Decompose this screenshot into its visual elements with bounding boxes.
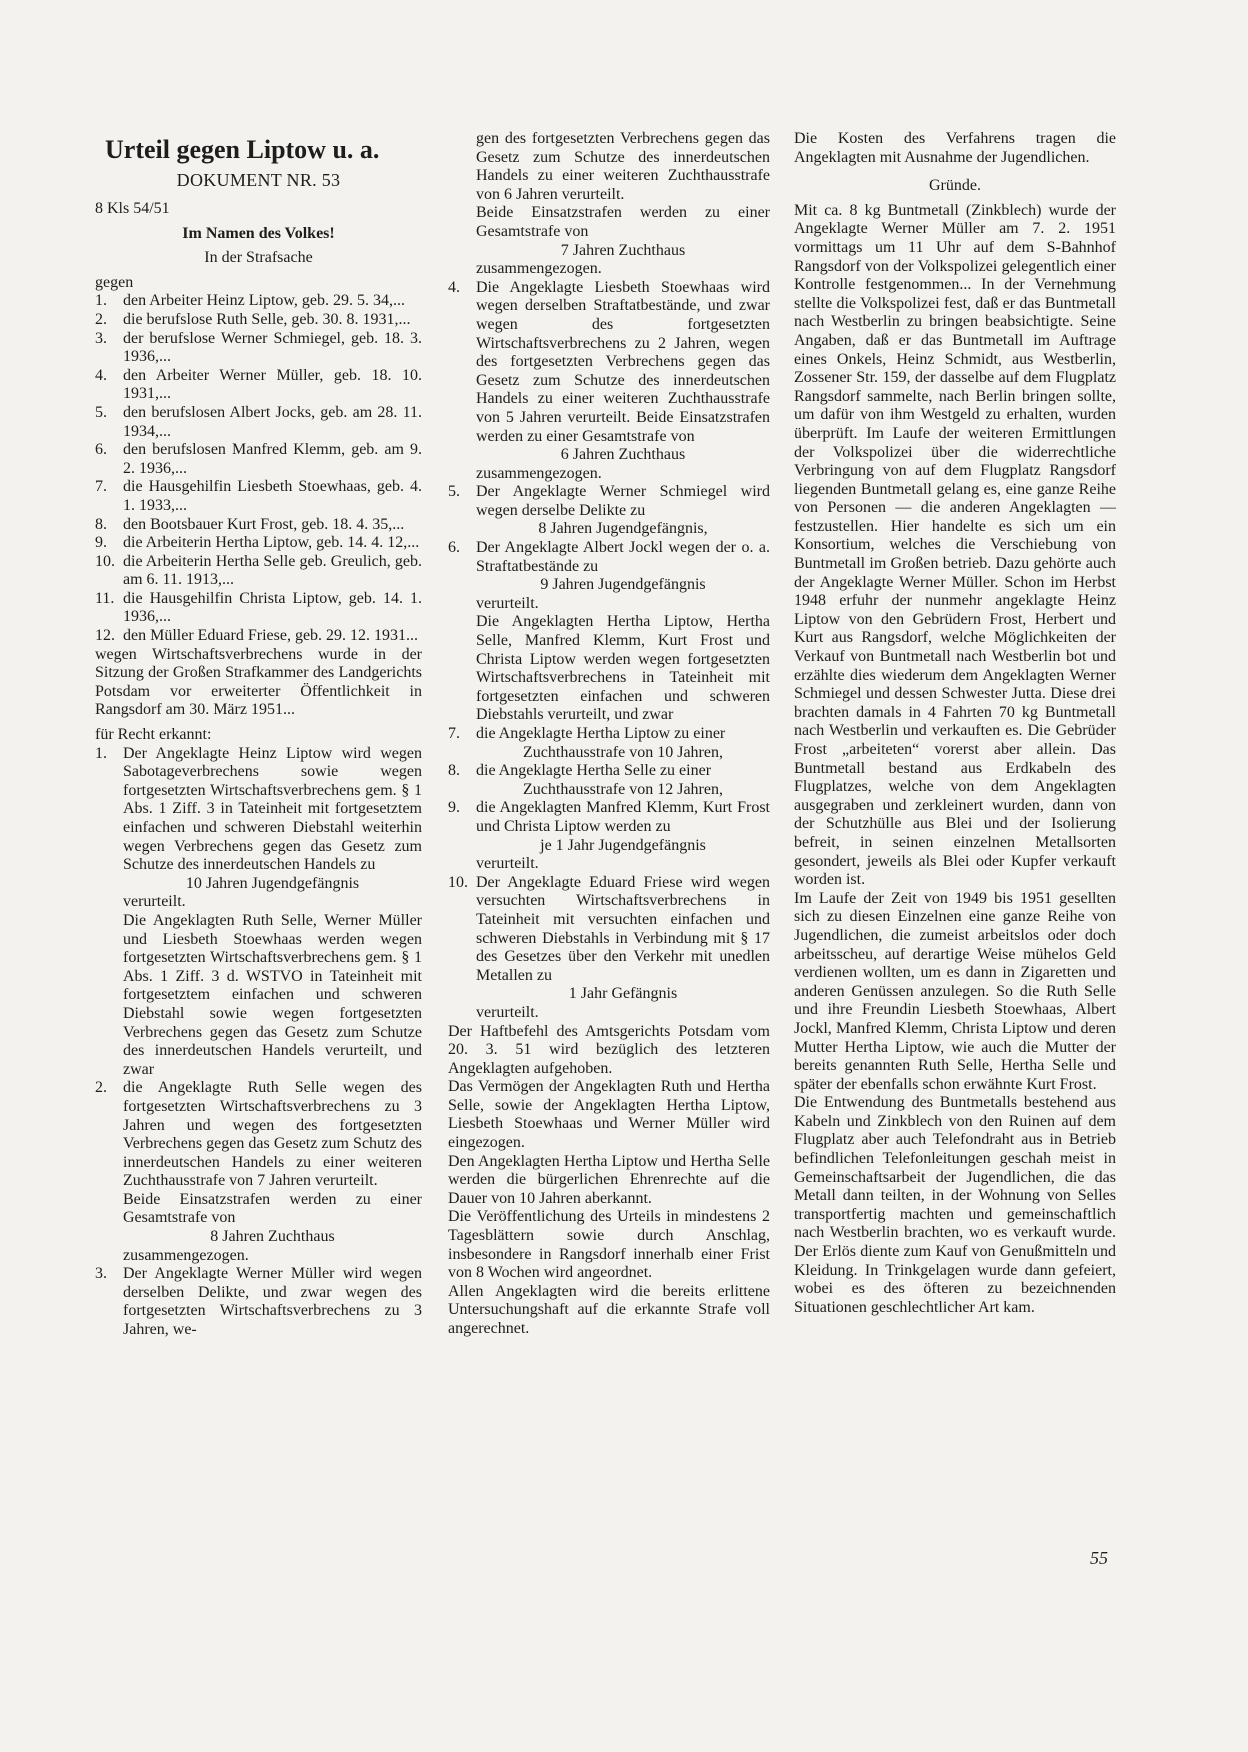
body-paragraph: Die Entwendung des Buntmetalls bestehend aus Kabeln und Zinkblech von den Ruinen auf dem Flugplatz aber auch Telefondraht aus in Betrieb befindlichen Telefonleitungen geschah meist in Gemeinschaftsarbeit der Jugendlichen, die das Metall dann teilten, in der Wohnung von Selles transportfertig machten und gemeinschaftlich nach Westberlin brachten, wo es verkauft wurde. Der Erlös diente zum Kauf von Genußmitteln und Kleidung. In Trinkgelagen wurde dann gefeiert, wobei es des öfteren zu bezeichnenden Situationen geschlechtlicher Art kam. — [794, 1094, 1116, 1316]
item-number: 7. — [448, 725, 460, 742]
verdict-text: Der Angeklagte Eduard Friese wird wegen versuchten Wirtschaftsverbrechens in Tateinheit mit versuchten einfachen und schweren Diebstahls in Verbindung mit § 17 des Gesetzes über den Verkehr mit unedlen Metallen zu — [476, 873, 770, 984]
page-title: Urteil gegen Liptow u. a. — [105, 135, 380, 164]
body-paragraph: Das Vermögen der Angeklagten Ruth und Hertha Selle, sowie der Angeklagten Hertha Liptow, Liesbeth Stoewhaas und Werner Müller wird eingezogen. — [448, 1078, 770, 1152]
list-item — [95, 330, 422, 367]
item-number: 9. — [448, 799, 460, 817]
verdict-text: die Angeklagte Hertha Selle zu einer — [476, 762, 712, 780]
body-paragraph: Den Angeklagten Hertha Liptow und Hertha Selle werden die bürgerlichen Ehrenrechte auf die Dauer von 10 Jahren aberkannt. — [448, 1152, 770, 1207]
item-number: 2. — [95, 310, 107, 328]
verdict-text: die Angeklagten Manfred Klemm, Kurt Frost und Christa Liptow werden zu — [476, 799, 770, 835]
verdict-item-9 — [448, 799, 770, 873]
item-number: 10. — [95, 552, 115, 570]
list-item — [95, 404, 422, 441]
item-text: den Bootsbauer Kurt Frost, geb. 18. 4. 35,... — [123, 515, 405, 533]
verdict-item-6 — [448, 539, 770, 725]
verdict-item-3 — [95, 1265, 422, 1339]
item-number: 2. — [95, 1079, 107, 1097]
sentence-text: 8 Jahren Jugendgefängnis, — [538, 520, 708, 538]
sentence-text: Zuchthausstrafe von 10 Jahren, — [523, 743, 723, 761]
verdict-text: Die Angeklagten Ruth Selle, Werner Müller und Liesbeth Stoewhaas werden wegen fortgesetzten Wirtschaftsverbrechens gem. § 1 Abs. 1 Ziff. 3 d. WSTVO in Tateinheit mit fortgesetztem einfachen und schweren Diebstahl sowie wegen fortgesetzten Verbrechens gegen das Gesetz zum Schutze des innerdeutschen Handels verurteilt, und zwar — [123, 911, 422, 1078]
body-paragraph: Mit ca. 8 kg Buntmetall (Zinkblech) wurde der Angeklagte Werner Müller am 7. 2. 1951 vormittags um 11 Uhr auf dem S-Bahnhof Rangsdorf von der Volkspolizei gelegentlich einer Kontrolle festgenommen... In der Vernehmung stellte die Volkspolizei fest, daß er das Buntmetall nach Westberlin zu bringen beabsichtigte. Seine Angaben, daß er das Buntmetall im Auftrage eines Onkels, Heinz Schmidt, aus Westberlin, Zossener Str. 159, der dasselbe auf dem Flugplatz Rangsdorf sammelte, nach Berlin bringen sollte, um dafür von ihm Westgeld zu erhalten, wurden überprüft. Im Laufe der weiteren Ermittlungen der Volkspolizei über die widerrechtliche Verbringung von auf dem Flugplatz Rangsdorf liegenden Buntmetall gelang es, eine ganze Reihe von Personen — die anderen Angeklagten — festzustellen. Hier handelte es sich um ein Konsortium, welches die Verschiebung von Buntmetall im Großen betrieb. Dazu gehörte auch der Angeklagte Werner Müller. Schon im Herbst 1948 erfuhr der nunmehr angeklagte Heinz Liptow von den Gebrüdern Frost, Herbert und Kurt aus Rangsdorf, welche Möglichkeiten der Verkauf von Buntmetall nach Westberlin bot und erzählte dies wiederum dem Angeklagten Werner Schmiegel und dessen Schwester Jutta. Diese drei brachten damals in 4 Fahrten 70 kg Buntmetall nach Westberlin und verkauften es. Die Gebrüder Frost „arbeiteten“ vorerst aber allein. Das Buntmetall bestand aus Erdkabeln des Flugplatzes, welche von dem Angeklagten ausgegraben und zerkleinert wurden, dann von der Schutzhülle aus Blei und der Isolierung befreit, in seinen einzelnen Metallsorten gesondert, jeweils als Blei oder Kupfer verkauft worden ist. — [794, 201, 1116, 889]
verdict-text: gen des fortgesetzten Verbrechens gegen das Gesetz zum Schutze des innerdeutschen Handels zu einer weiteren Zuchthausstrafe von 6 Jahren verurteilt. — [476, 130, 770, 203]
item-text: den berufslosen Manfred Klemm, geb. am 9. 2. 1936,... — [123, 441, 422, 477]
verdict-item-4 — [448, 279, 770, 484]
sentence-text: 1 Jahr Gefängnis — [568, 985, 678, 1003]
verdict-text: zusammengezogen. — [123, 1246, 249, 1264]
item-text: den Arbeiter Werner Müller, geb. 18. 10. 1931,... — [123, 366, 422, 403]
list-item — [95, 590, 422, 627]
verdict-text: die Angeklagte Ruth Selle wegen des fortgesetzten Wirtschaftsverbrechens zu 3 Jahren und wegen des fortgesetzten Verbrechens gegen das Gesetz zum Schutz des innerdeutschen Handels zu einer weiteren Zuchthausstrafe von 7 Jahren verurteilt. — [123, 1079, 422, 1190]
list-item — [95, 441, 422, 478]
list-item — [95, 478, 422, 515]
verdict-text: verurteilt. — [476, 594, 539, 612]
verdict-text: verurteilt. — [476, 1003, 539, 1021]
item-text: die berufslose Ruth Selle, geb. 30. 8. 1931,... — [123, 310, 411, 328]
verdict-text: verurteilt. — [123, 893, 186, 911]
verdict-text: zusammengezogen. — [476, 464, 602, 482]
sentence-text: 8 Jahren Zuchthaus — [210, 1228, 335, 1246]
item-text: den Arbeiter Heinz Liptow, geb. 29. 5. 34,... — [123, 292, 406, 310]
item-number: 4. — [95, 366, 107, 384]
verdict-text: verurteilt. — [476, 855, 539, 873]
item-number: 10. — [448, 873, 468, 891]
verdict-item-1 — [95, 745, 422, 1080]
item-number: 6. — [448, 539, 460, 557]
list-item — [95, 292, 422, 311]
document-number: DOKUMENT NR. 53 — [176, 170, 341, 190]
sentence-text: Zuchthausstrafe von 12 Jahren, — [523, 780, 723, 798]
item-text: die Hausgehilfin Christa Liptow, geb. 14. 1. 1936,... — [123, 589, 422, 626]
list-item — [95, 367, 422, 404]
item-number: 1. — [95, 744, 107, 762]
verdict-item-8 — [448, 762, 770, 799]
verdict-text: zusammengezogen. — [476, 260, 602, 278]
verdict-item-2 — [95, 1079, 422, 1265]
item-number: 12. — [95, 627, 115, 645]
body-paragraph: Im Laufe der Zeit von 1949 bis 1951 gesellten sich zu diesen Einzelnen eine ganze Reihe von Jugendlichen, die zumeist arbeitslos oder doch arbeitsscheu, auf derartige Weise mühelos Geld verdienen wollten, um es dann in Zigaretten und anderen Genüssen anzulegen. So die Ruth Selle und ihre Freundin Liesbeth Stoewhaas, Albert Jockl, Manfred Klemm, Christa Liptow und deren Mutter Hertha Liptow, wie auch die Mutter der bereits genannten Ruth Selle, Hertha Selle und später der ebenfalls schon erwähnte Kurt Frost. — [794, 889, 1116, 1093]
page-number: 55 — [1090, 1548, 1108, 1568]
verdict-item-7 — [448, 725, 770, 762]
verdict-text: Beide Einsatzstrafen werden zu einer Gesamtstrafe von — [123, 1190, 422, 1227]
list-item — [95, 553, 422, 590]
item-number: 8. — [95, 515, 107, 533]
item-number: 3. — [95, 1265, 107, 1283]
verdict-text: Der Angeklagte Albert Jockl wegen der o. a. Straftatbestände zu — [476, 539, 770, 575]
verdict-text: die Angeklagte Hertha Liptow zu einer — [476, 725, 726, 742]
recht-erkannt: für Recht erkannt: — [95, 726, 212, 744]
list-item — [95, 534, 422, 553]
verdict-text: Die Angeklagte Liesbeth Stoewhaas wird wegen derselben Straftatbestände, und zwar wegen des fortgesetzten Wirtschaftsverbrechens zu 2 Jahren, wegen des fortgesetzten Verbrechens gegen das Gesetz zum Schutze des innerdeutschen Handels zu einer weiteren Zuchthausstrafe von 5 Jahren verurteilt. Beide Einsatzstrafen werden zu einer Gesamtstrafe von — [476, 278, 770, 445]
verdict-text: Der Angeklagte Werner Müller wird wegen derselben Delikte, und zwar wegen des fortgesetzten Wirtschaftsverbrechens zu 3 Jahren, we- — [123, 1265, 422, 1339]
body-paragraph: Die Veröffentlichung des Urteils in mindestens 2 Tagesblättern sowie durch Anschlag, insbesondere in Rangsdorf innerhalb einer Frist von 8 Wochen wird angeordnet. — [448, 1208, 770, 1282]
item-number: 8. — [448, 762, 460, 780]
item-text: die Arbeiterin Hertha Liptow, geb. 14. 4. 12,... — [123, 534, 420, 552]
item-text: der berufslose Werner Schmiegel, geb. 18. 3. 1936,... — [123, 329, 422, 366]
verdict-text: Beide Einsatzstrafen werden zu einer Gesamtstrafe von — [476, 204, 770, 240]
sentence-text: 7 Jahren Zuchthaus — [560, 241, 686, 259]
column-2 — [448, 130, 770, 1339]
verdict-text: Die Angeklagten Hertha Liptow, Hertha Selle, Manfred Klemm, Kurt Frost und Christa Liptow werden wegen fortgesetzten Wirtschaftsverbrechens in Tateinheit mit fortgesetzten einfachen und schweren Diebstahls verurteilt, und zwar — [476, 613, 770, 724]
list-item — [95, 516, 422, 535]
item-number: 1. — [95, 292, 107, 310]
body-paragraph: Der Haftbefehl des Amtsgerichts Potsdam vom 20. 3. 51 wird bezüglich des letzteren Angeklagten aufgehoben. — [448, 1022, 770, 1077]
list-item — [95, 311, 422, 330]
strafsache-heading: In der Strafsache — [204, 249, 313, 267]
case-number: 8 Kls 54/51 — [95, 200, 170, 217]
sentence-text: 10 Jahren Jugendgefängnis — [185, 874, 360, 892]
item-number: 5. — [448, 483, 460, 501]
column-3 — [794, 130, 1116, 1317]
verdict-text: Der Angeklagte Heinz Liptow wird wegen Sabotageverbrechens sowie wegen fortgesetzten Wirtschaftsverbrechens gem. § 1 Abs. 1 Ziff. 3 in Tateinheit mit fortgesetztem einfachen und schweren Diebstahl weiterhin wegen Verbrechens gegen das Gesetz zum Schutze des innerdeutschen Handels zu — [123, 744, 422, 874]
list-item — [95, 627, 422, 646]
gruende-heading: Gründe. — [929, 177, 981, 195]
item-text: die Hausgehilfin Liesbeth Stoewhaas, geb. 4. 1. 1933,... — [123, 478, 422, 514]
item-number: 3. — [95, 329, 107, 347]
im-namen-heading: Im Namen des Volkes! — [182, 224, 335, 242]
defendant-list — [95, 292, 422, 645]
item-number: 9. — [95, 534, 107, 552]
sentence-text: je 1 Jahr Jugendgefängnis — [540, 836, 706, 854]
item-text: den berufslosen Albert Jocks, geb. am 28. 11. 1934,... — [123, 403, 422, 440]
verdict-text: Der Angeklagte Werner Schmiegel wird wegen derselbe Delikte zu — [476, 483, 770, 519]
item-number: 11. — [95, 589, 115, 607]
wegen-paragraph: wegen Wirtschaftsverbrechens wurde in der Sitzung der Großen Strafkammer des Landgerichts Potsdam vor erweiterter Öffentlichkeit in Rangsdorf am 30. März 1951... — [95, 645, 422, 719]
item-number: 4. — [448, 278, 460, 296]
sentence-text: 6 Jahren Zuchthaus — [560, 446, 686, 464]
verdict-item-5 — [448, 483, 770, 539]
item-number: 5. — [95, 403, 107, 421]
verdict-item-10 — [448, 874, 770, 1023]
item-text: die Arbeiterin Hertha Selle geb. Greulich, geb. am 6. 11. 1913,... — [123, 552, 422, 589]
item-text: den Müller Eduard Friese, geb. 29. 12. 1931... — [123, 627, 419, 645]
gegen-label: gegen — [95, 273, 134, 291]
item-number: 7. — [95, 478, 107, 496]
sentence-text: 9 Jahren Jugendgefängnis — [540, 576, 706, 594]
body-paragraph: Allen Angeklagten wird die bereits erlittene Untersuchungshaft auf die erkannte Strafe voll angerechnet. — [448, 1282, 770, 1337]
costs-paragraph: Die Kosten des Verfahrens tragen die Angeklagten mit Ausnahme der Jugendlichen. — [794, 130, 1116, 166]
item-number: 6. — [95, 441, 107, 459]
column-1 — [95, 130, 422, 1340]
